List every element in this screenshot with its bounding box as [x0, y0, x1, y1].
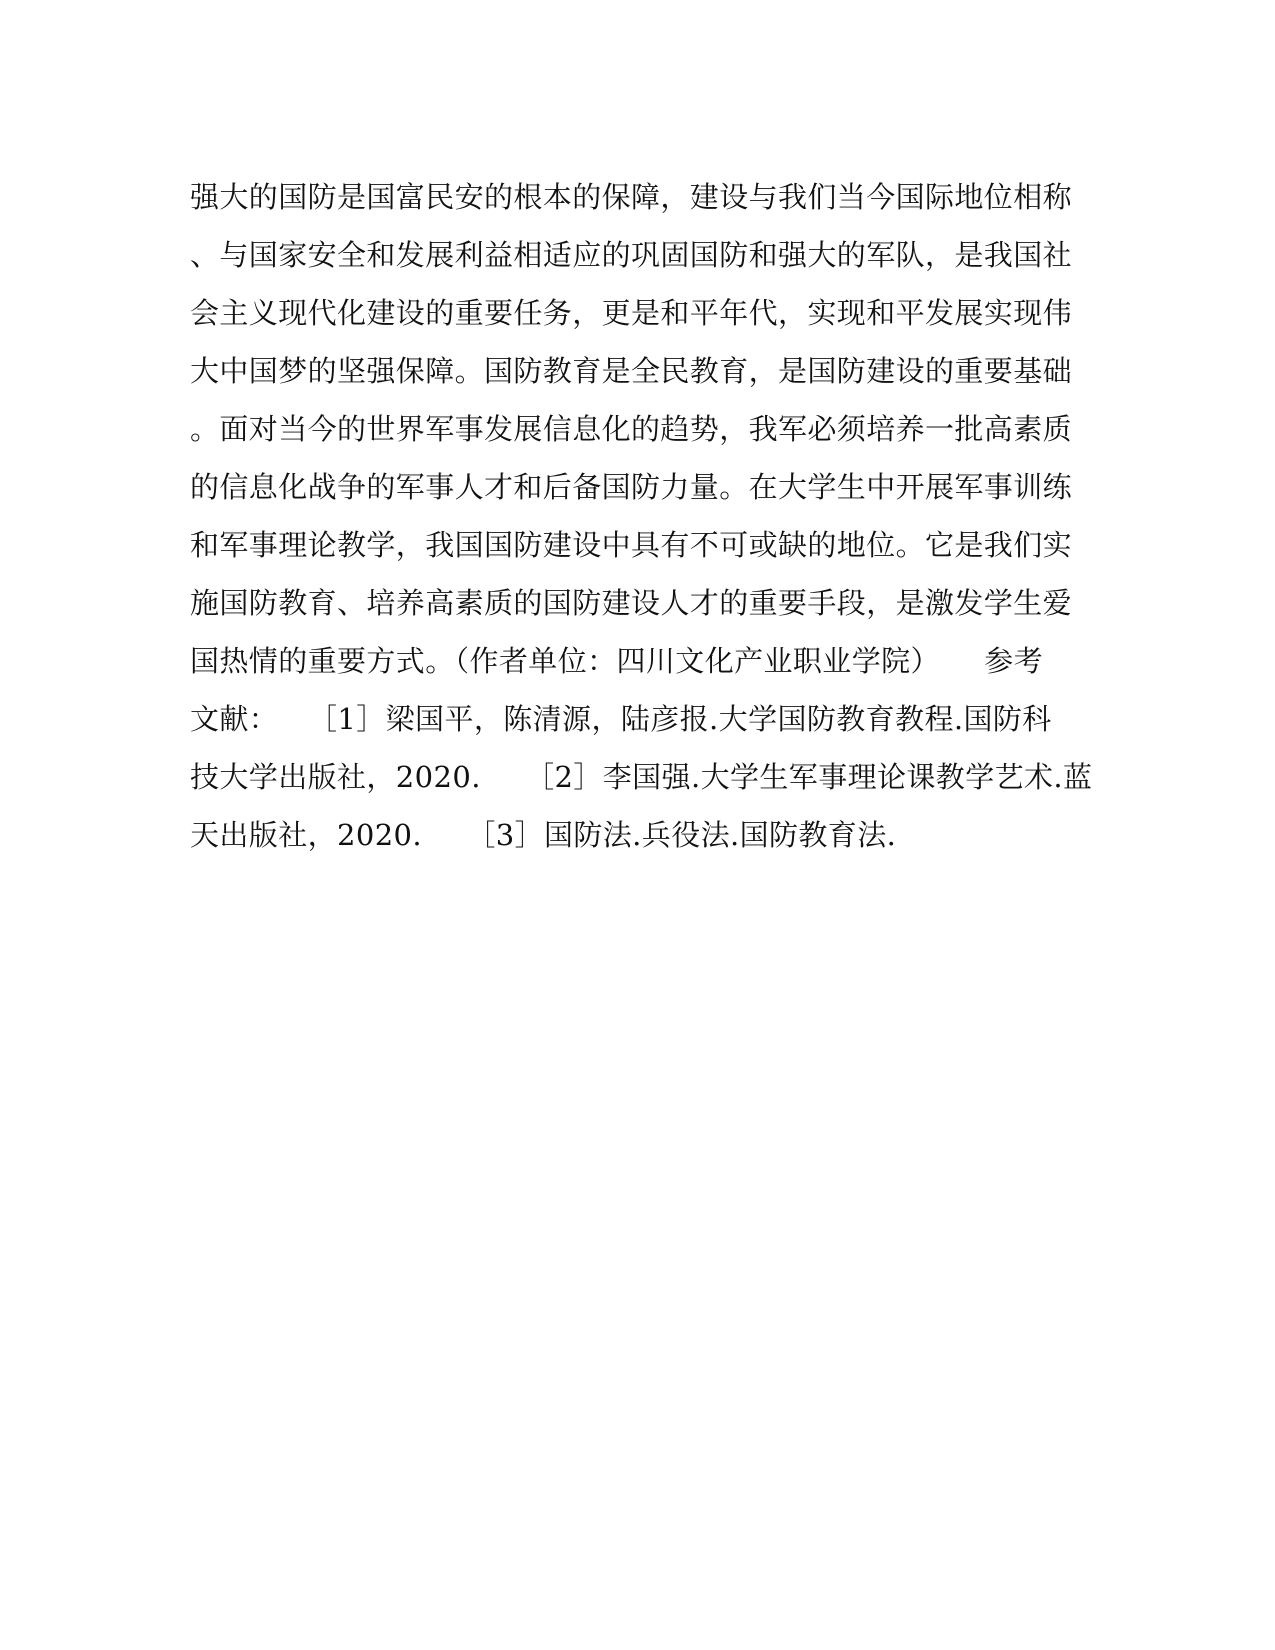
text-line: 的信息化战争的军事人才和后备国防力量。在大学生中开展军事训练 [190, 470, 1073, 504]
text-line: 大中国梦的坚强保障。国防教育是全民教育，是国防建设的重要基础 [190, 354, 1073, 388]
text-line: 和军事理论教学，我国国防建设中具有不可或缺的地位。它是我们实 [190, 528, 1073, 562]
text-line: 施国防教育、培养高素质的国防建设人才的重要手段，是激发学生爱 [190, 586, 1073, 620]
text-line: 。面对当今的世界军事发展信息化的趋势，我军必须培养一批高素质 [190, 412, 1073, 446]
reference-line: 文献： ［1］梁国平，陈清源，陆彦报.大学国防教育教程.国防科 [190, 702, 1052, 736]
text-line: 强大的国防是国富民安的根本的保障，建设与我们当今国际地位相称 [190, 180, 1073, 214]
reference-line: 技大学出版社，2020. ［2］李国强.大学生军事理论课教学艺术.蓝 [190, 760, 1093, 794]
reference-line: 天出版社，2020. ［3］国防法.兵役法.国防教育法. [190, 818, 897, 852]
body-text [190, 168, 1093, 864]
text-line: 会主义现代化建设的重要任务，更是和平年代，实现和平发展实现伟 [190, 296, 1073, 330]
text-line: 国热情的重要方式。（作者单位：四川文化产业职业学院） 参考 [190, 644, 1044, 678]
text-line: 、与国家安全和发展利益相适应的巩固国防和强大的军队，是我国社 [190, 238, 1073, 272]
